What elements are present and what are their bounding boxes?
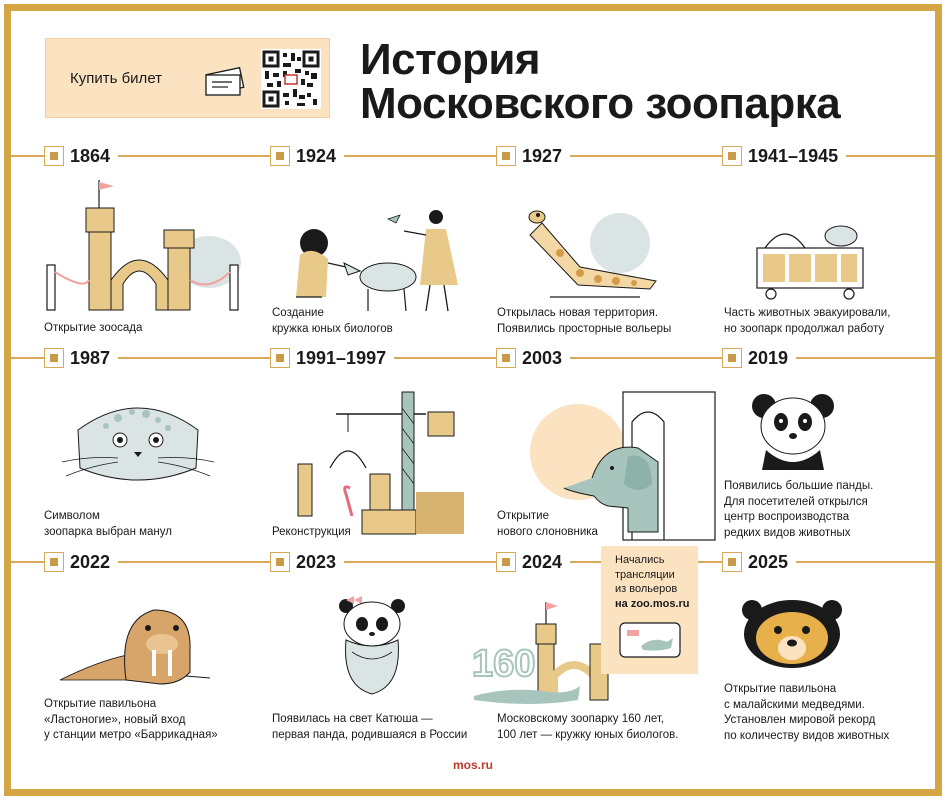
stream-line-2: трансляции xyxy=(615,568,675,581)
baby-panda-icon xyxy=(332,596,412,696)
timeline-marker xyxy=(496,552,516,572)
timeline-marker xyxy=(44,146,64,166)
timeline-marker xyxy=(44,348,64,368)
timeline-marker xyxy=(270,146,290,166)
castle-gate-icon xyxy=(44,180,244,315)
event-caption: Появились большие панды. Для посетителей открылся центр воспроизводства редких видов животных xyxy=(724,480,874,539)
event-caption: Открылась новая территория. Появились просторные вольеры xyxy=(497,307,672,335)
year-label: 1991–1997 xyxy=(290,347,394,369)
event-caption: Создание кружка юных биологов xyxy=(272,307,393,335)
malayan-bear-icon xyxy=(740,596,844,670)
year-label: 1924 xyxy=(290,145,344,167)
stream-info-box[interactable] xyxy=(601,546,698,674)
year-label: 2022 xyxy=(64,551,118,573)
event-caption: Символом зоопарка выбран манул xyxy=(44,510,172,538)
qr-code-icon[interactable] xyxy=(261,49,321,109)
year-label: 2025 xyxy=(742,551,796,573)
anniversary-160-icon xyxy=(470,600,620,710)
stream-info-text xyxy=(615,553,690,611)
year-label: 1941–1945 xyxy=(742,145,846,167)
event-caption: Реконструкция xyxy=(272,526,351,538)
event-caption: Открытие павильона с малайскими медведями. Установлен мировой рекорд по количеству видов животных xyxy=(724,683,890,742)
timeline-marker xyxy=(496,348,516,368)
anniversary-160-label: 160 xyxy=(472,643,536,685)
timeline-marker xyxy=(722,146,742,166)
event-caption: Открытие павильона «Ластоногие», новый вход у станции метро «Баррикадная» xyxy=(44,698,218,741)
stream-line-1: Начались xyxy=(615,554,665,566)
footer-site[interactable]: mos.ru xyxy=(452,758,493,772)
timeline-marker xyxy=(270,552,290,572)
timeline-marker xyxy=(496,146,516,166)
title-line-1: История xyxy=(360,35,541,84)
event-caption: Московскому зоопарку 160 лет, 100 лет — кружку юных биологов. xyxy=(497,713,679,741)
year-label: 2024 xyxy=(516,551,570,573)
title-line-2: Московского зоопарка xyxy=(360,79,841,128)
page-title xyxy=(360,35,841,128)
year-label: 2023 xyxy=(290,551,344,573)
timeline-row-3 xyxy=(11,561,935,563)
year-label: 2019 xyxy=(742,347,796,369)
timeline-marker xyxy=(44,552,64,572)
girl-with-goat-icon xyxy=(292,205,462,315)
timeline-row-2 xyxy=(11,357,935,359)
stream-screen-icon xyxy=(619,622,681,658)
ticket-icon xyxy=(204,63,248,95)
year-label: 1864 xyxy=(64,145,118,167)
timeline-marker xyxy=(722,552,742,572)
giraffe-icon xyxy=(520,205,700,305)
panda-icon xyxy=(748,390,838,470)
timeline-marker xyxy=(270,348,290,368)
year-label: 1927 xyxy=(516,145,570,167)
transport-cart-icon xyxy=(745,220,875,305)
construction-crane-icon xyxy=(290,388,470,536)
buy-ticket-label: Купить билет xyxy=(70,70,163,87)
event-caption: Открытие нового слоновника xyxy=(497,510,598,538)
event-caption: Часть животных эвакуировали, но зоопарк продолжал работу xyxy=(724,307,891,335)
stream-site-link[interactable]: на zoo.mos.ru xyxy=(615,597,690,610)
timeline-marker xyxy=(722,348,742,368)
buy-ticket-button[interactable] xyxy=(45,38,330,118)
event-caption: Появилась на свет Катюша — первая панда, родившаяся в России xyxy=(272,713,468,741)
manul-cat-icon xyxy=(48,400,228,490)
event-caption: Открытие зоосада xyxy=(44,322,143,334)
year-label: 2003 xyxy=(516,347,570,369)
walrus-icon xyxy=(60,600,220,686)
year-label: 1987 xyxy=(64,347,118,369)
stream-line-3: из вольеров xyxy=(615,583,678,595)
